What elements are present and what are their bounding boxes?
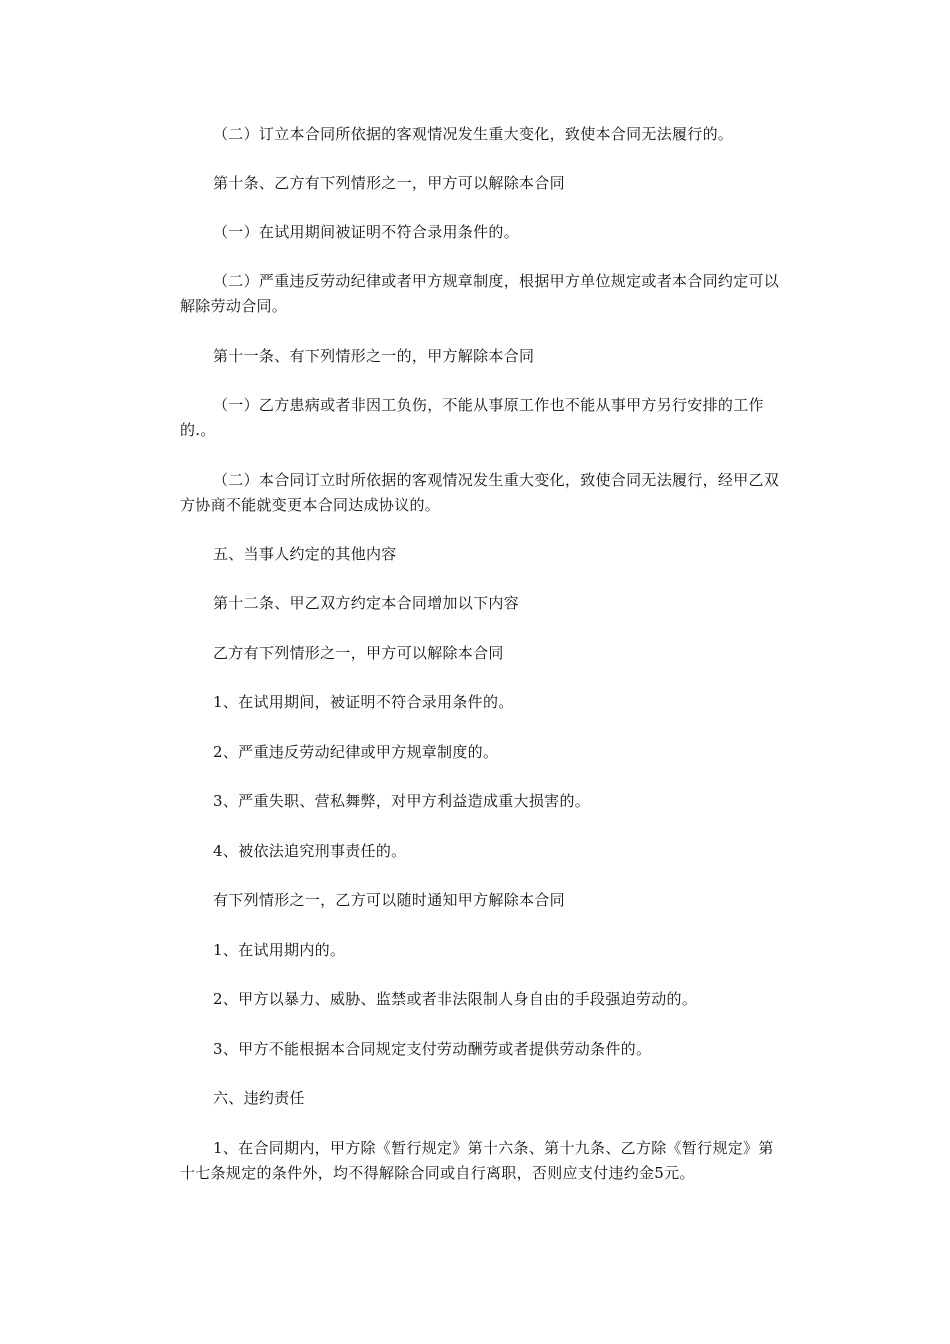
- list-item: 1、在试用期内的。: [213, 941, 346, 959]
- section-heading: 五、当事人约定的其他内容: [213, 545, 397, 563]
- paragraph: 乙方有下列情形之一，甲方可以解除本合同: [213, 644, 504, 662]
- list-item: 3、严重失职、营私舞弊，对甲方利益造成重大损害的。: [213, 792, 591, 810]
- list-item: 2、严重违反劳动纪律或甲方规章制度的。: [213, 743, 499, 761]
- paragraph: （一）在试用期间被证明不符合录用条件的。: [213, 223, 520, 241]
- paragraph: 第十条、乙方有下列情形之一，甲方可以解除本合同: [213, 174, 565, 192]
- paragraph: （二）本合同订立时所依据的客观情况发生重大变化，致使合同无法履行，经甲乙双方协商不能就变更本合同达成协议的。: [180, 471, 780, 514]
- list-item: 3、甲方不能根据本合同规定支付劳动酬劳或者提供劳动条件的。: [213, 1040, 652, 1058]
- section-heading: 六、违约责任: [213, 1089, 305, 1107]
- paragraph: （二）订立本合同所依据的客观情况发生重大变化，致使本合同无法履行的。: [213, 125, 734, 143]
- document-body: [180, 122, 780, 1186]
- list-item: 4、被依法追究刑事责任的。: [213, 842, 407, 860]
- paragraph: （二）严重违反劳动纪律或者甲方规章制度，根据甲方单位规定或者本合同约定可以解除劳动合同。: [180, 272, 780, 315]
- paragraph: 有下列情形之一，乙方可以随时通知甲方解除本合同: [213, 891, 565, 909]
- list-item: 1、在试用期间，被证明不符合录用条件的。: [213, 693, 514, 711]
- paragraph: 第十二条、甲乙双方约定本合同增加以下内容: [213, 594, 520, 612]
- paragraph: 第十一条、有下列情形之一的，甲方解除本合同: [213, 347, 535, 365]
- paragraph: （一）乙方患病或者非因工负伤，不能从事原工作也不能从事甲方另行安排的工作的.。: [180, 396, 764, 439]
- list-item: 1、在合同期内，甲方除《暂行规定》第十六条、第十九条、乙方除《暂行规定》第十七条规定的条件外，均不得解除合同或自行离职，否则应支付违约金5元。: [180, 1139, 774, 1182]
- list-item: 2、甲方以暴力、威胁、监禁或者非法限制人身自由的手段强迫劳动的。: [213, 990, 698, 1008]
